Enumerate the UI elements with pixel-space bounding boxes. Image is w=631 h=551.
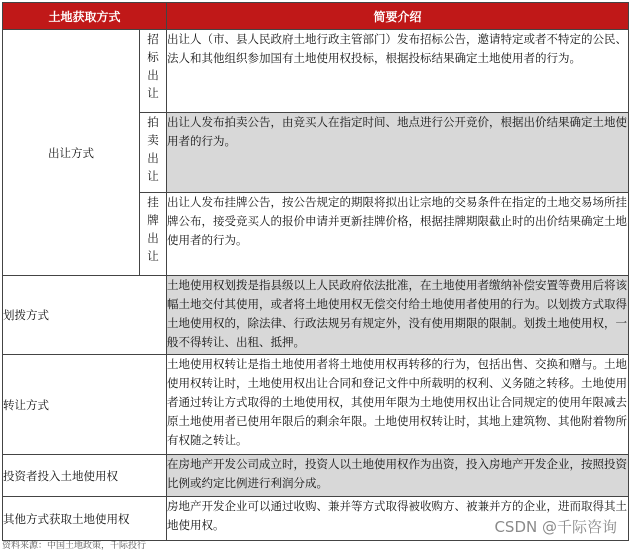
source-footnote: 资料来源：中国土地政策，千际投行 — [2, 541, 147, 551]
table-row — [3, 455, 629, 497]
category-other: 其他方式获取土地使用权 — [3, 497, 167, 541]
sub-method-auction — [140, 113, 167, 193]
category-assignment: 转让方式 — [3, 355, 167, 455]
sub-method-tender-label: 招标出让 — [147, 32, 159, 100]
category-investor: 投资者投入土地使用权 — [3, 455, 167, 497]
sub-method-listing-label: 挂牌出让 — [147, 195, 159, 263]
watermark: CSDN @千际咨询 — [494, 518, 617, 536]
header-method: 土地获取方式 — [3, 3, 167, 30]
table-row — [3, 276, 629, 355]
desc-auction: 出让人发布拍卖公告，由竞买人在指定时间、地点进行公开竞价，根据出价结果确定土地使用者的行为。 — [167, 113, 629, 193]
category-allocation: 划拨方式 — [3, 276, 167, 355]
table-row — [3, 30, 629, 113]
desc-tender: 出让人（市、县人民政府土地行政主管部门）发布招标公告，邀请特定或者不特定的公民、法人和其他组织参加国有土地使用权投标，根据投标结果确定土地使用者的行为。 — [167, 30, 629, 113]
land-acquisition-table — [2, 2, 629, 541]
sub-method-auction-label: 拍卖出让 — [147, 115, 159, 183]
desc-investor: 在房地产开发公司成立时，投资人以土地使用权作为出资，投入房地产开发企业，按照投资比例或约定比例进行利润分成。 — [167, 455, 629, 497]
category-transfer: 出让方式 — [3, 30, 140, 276]
table-header-row — [3, 3, 629, 30]
table-row — [3, 355, 629, 455]
desc-assignment: 土地使用权转让是指土地使用者将土地使用权再转移的行为，包括出售、交换和赠与。土地使用权转让时，土地使用权出让合同和登记文件中所载明的权利、义务随之转移。土地使用者通过转让方式取得的土地使用权，其使用年限为土地使用权出让合同规定的使用年限减去原土地使用者已使用年限后的剩余年限。土地使用权转让时，其地上建筑物、其他附着物所有权随之转让。 — [167, 355, 629, 455]
desc-allocation: 土地使用权划拨是指县级以上人民政府依法批准，在土地使用者缴纳补偿安置等费用后将该幅土地交付其使用，或者将土地使用权无偿交付给土地使用者使用的行为。以划拨方式取得土地使用权的，除法律、行政法规另有规定外，没有使用期限的限制。划拨土地使用权，一般不得转让、出租、抵押。 — [167, 276, 629, 355]
desc-other: 房地产开发企业可以通过收购、兼并等方式取得被收购方、被兼并方的企业，进而取得其土地使用权。 — [167, 497, 629, 541]
sub-method-tender — [140, 30, 167, 113]
header-intro: 简要介绍 — [167, 3, 629, 30]
sub-method-listing — [140, 193, 167, 276]
desc-listing: 出让人发布挂牌公告，按公告规定的期限将拟出让宗地的交易条件在指定的土地交易场所挂牌公布，接受竞买人的报价申请并更新挂牌价格，根据挂牌期限截止时的出价结果确定土地使用者的行为。 — [167, 193, 629, 276]
